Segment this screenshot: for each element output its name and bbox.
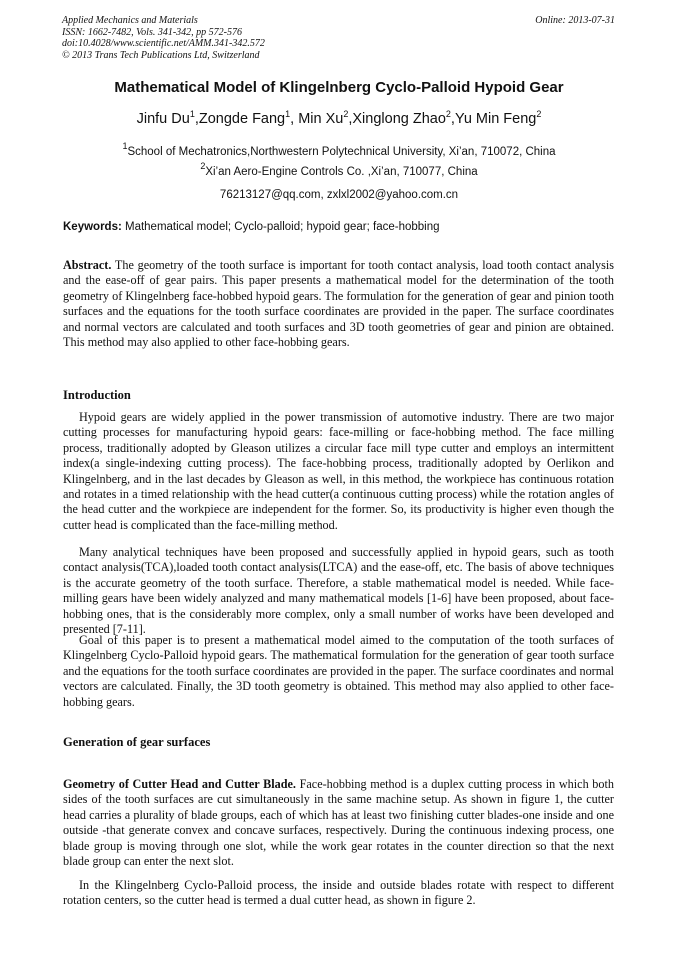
affil-sup: 2	[200, 161, 206, 171]
intro-paragraph-1: Hypoid gears are widely applied in the power transmission of automotive industry. There are two major cutting processes for manufacturing hypoid gears: face-milling or face-hobbing method. The face milling process, traditionally adopted by Gleason utilizes a circular face mill type cutter and employs an intermittent index(a single-indexing cutting process). The face-hobbing process, traditionally adopted by Oerlikon and Klingelnberg, and in the last decades by Gleason as well, in this method, the workpiece has continuous rotation and rotates in a timed relationship with the head cutter(a continuous cutting process) while the rotation angles of the head cutter and the workpiece are independent for the former. So, its productivity is higher even though the cutter head is complicated than the face-milling method.	[63, 410, 614, 532]
intro-paragraph-2: Many analytical techniques have been proposed and successfully applied in hypoid gears, such as tooth contact analysis(TCA),loaded tooth contact analysis(LTCA) and the ease-off, etc. The basis of above techniques is the accurate geometry of the tooth surface. Therefore, a stable mathematical model is needed. While face-milling gears have been widely analyzed and many mathematical models [1-6] have been proposed, about face-hobbing ones, that is the considerably more complex, only a small number of works have been developed and presented [7-11].	[63, 545, 614, 637]
generation-paragraph-1	[63, 777, 614, 869]
subsection-label: Geometry of Cutter Head and Cutter Blade.	[63, 777, 296, 791]
author-sep: ,	[290, 111, 299, 127]
abstract	[63, 258, 614, 350]
author-name: Zongde Fang	[198, 111, 286, 127]
generation-text: Face-hobbing method is a duplex cutting process in which both sides of the tooth surfaces are cut simultaneously in the same machine setup. As shown in figure 1, the cutter head carries a plurality of blade groups, each of which has at least two finishing cutter blades-one inside and one outside -that generate convex and concave surfaces, respectively. During the continuous indexing process, one blade group is moving through one slot, while the work gear rotates in the counter direction so that the next blade group can enter the next slot.	[63, 777, 614, 869]
intro-paragraph-3: Goal of this paper is to present a mathematical model aimed to the computation of the tooth surfaces of Klingelnberg Cyclo-Palloid hypoid gears. The mathematical formulation for the generation of gear tooth surface and the equations for the tooth surface coordinates are provided in the paper. The surface coordinates and normal vectors are calculated. Finally, the 3D tooth geometry is obtained. This method may also applied to other face-hobbing gears.	[63, 633, 614, 709]
paper-title: Mathematical Model of Klingelnberg Cyclo-Palloid Hypoid Gear	[114, 79, 564, 96]
author-list	[0, 111, 678, 127]
section-heading-generation: Generation of gear surfaces	[63, 735, 211, 749]
abstract-label: Abstract.	[63, 258, 112, 272]
author-affil-sup: 2	[536, 109, 542, 119]
keywords-text: Mathematical model; Cyclo-palloid; hypoid gear; face-hobbing	[121, 221, 440, 233]
author-affil-sup: 1	[189, 109, 195, 119]
author-affil-sup: 2	[343, 109, 349, 119]
author-name: Xinglong Zhao	[352, 111, 446, 127]
affil-text: Xi’an Aero-Engine Controls Co. ,Xi’an, 710077, China	[205, 166, 478, 178]
generation-paragraph-2: In the Klingelnberg Cyclo-Palloid process, the inside and outside blades rotate with respect to different rotation centers, so the cutter head is termed a dual cutter head, as shown in figure 2.	[63, 878, 614, 908]
copyright-line: © 2013 Trans Tech Publications Ltd, Switzerland	[62, 49, 260, 61]
doi-line: doi:10.4028/www.scientific.net/AMM.341-342.572	[62, 38, 265, 49]
author-affil-sup: 1	[285, 109, 291, 119]
author-sep: ,	[348, 111, 353, 127]
author-sep: ,	[450, 111, 455, 127]
author-affil-sup: 2	[445, 109, 451, 119]
author-name: Min Xu	[298, 111, 344, 127]
journal-name: Applied Mechanics and Materials	[62, 15, 198, 26]
author-name: Jinfu Du	[136, 111, 190, 127]
affil-text: School of Mechatronics,Northwestern Polytechnical University, Xi’an, 710072, China	[127, 146, 556, 158]
online-date: Online: 2013-07-31	[535, 15, 615, 26]
author-sep: ,	[194, 111, 199, 127]
keywords-label: Keywords:	[63, 221, 122, 233]
journal-header	[62, 15, 265, 61]
author-name: Yu Min Feng	[454, 111, 537, 127]
issn-line: ISSN: 1662-7482, Vols. 341-342, pp 572-576	[62, 26, 242, 38]
affiliation-2	[0, 161, 678, 178]
affil-sup: 1	[122, 141, 128, 151]
section-heading-introduction: Introduction	[63, 388, 131, 402]
affiliation-1	[0, 141, 678, 158]
author-emails: 76213127@qq.com, zxlxl2002@yahoo.com.cn	[219, 189, 459, 201]
abstract-text: The geometry of the tooth surface is important for tooth contact analysis, load tooth contact analysis and the ease-off of gear pairs. This paper presents a mathematical model for the determination of the tooth geometry of Klingelnberg face-hobbed hypoid gears. The formulation for the generation of gear and pinion tooth surfaces and the equations for the tooth surface coordinates are provided in the paper. The surface coordinates and normal vectors are calculated and tooth surfaces and 3D tooth geometries of gear and pinion are obtained. This method may also applied to other face-hobbing gears.	[63, 258, 614, 350]
keywords	[63, 221, 440, 233]
